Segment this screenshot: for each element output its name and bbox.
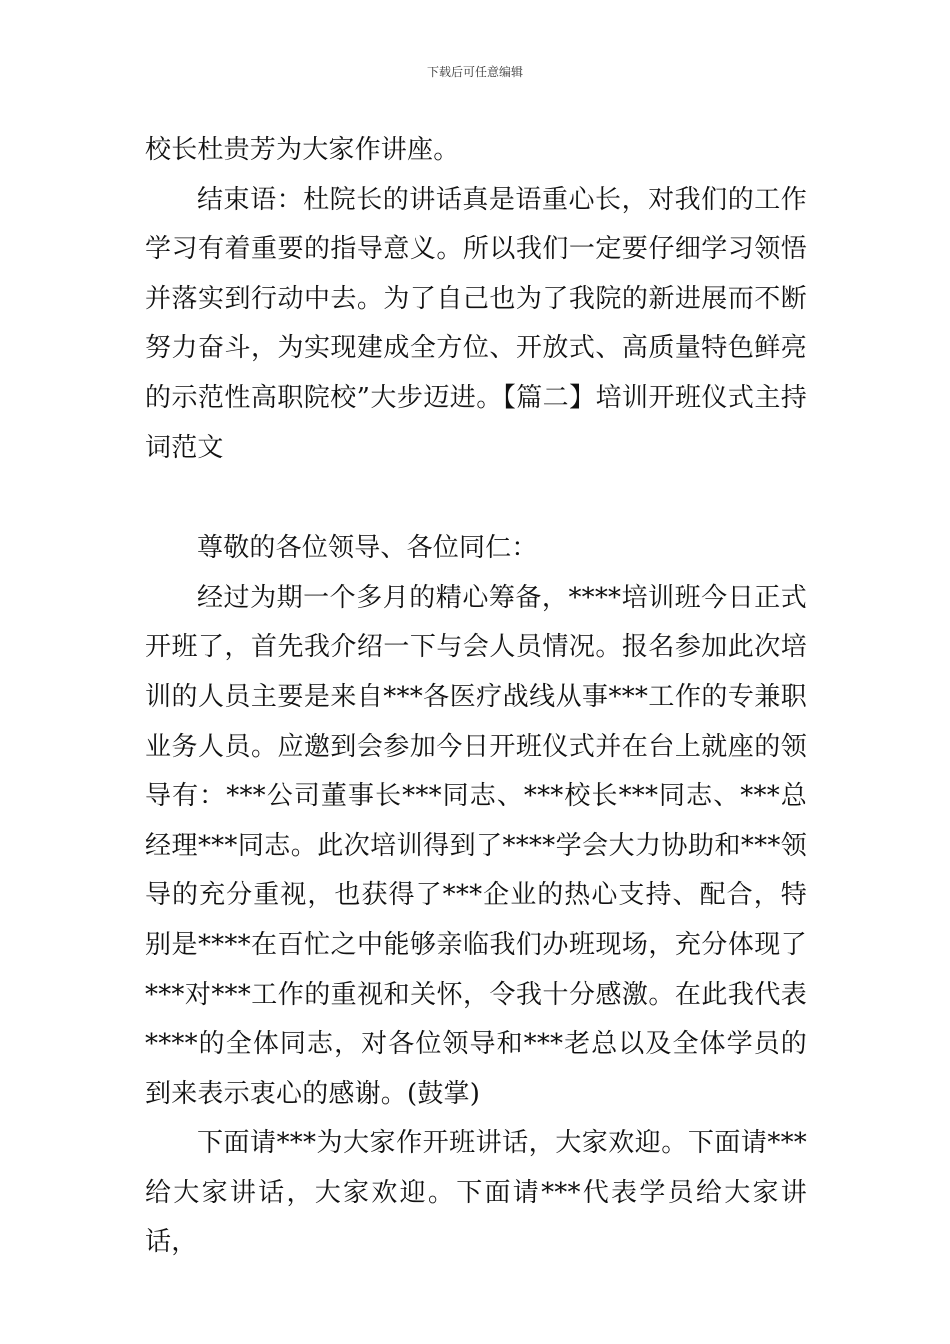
document-body: [145, 126, 807, 1268]
paragraph-closing-remarks: 结束语：杜院长的讲话真是语重心长，对我们的工作学习有着重要的指导意义。所以我们一定要仔细学习领悟并落实到行动中去。为了自己也为了我院的新进展而不断努力奋斗，为实现建成全方位、开放式、高质量特色鲜亮的示范性高职院校”大步迈进。【篇二】培训开班仪式主持词范文: [145, 184, 807, 463]
paragraph-introduction: 经过为期一个多月的精心筹备，****培训班今日正式开班了，首先我介绍一下与会人员情况。报名参加此次培训的人员主要是来自***各医疗战线从事***工作的专兼职业务人员。应邀到会参加今日开班仪式并在台上就座的领导有：***公司董事长***同志、***校长***同志、***总经理***同志。此次培训得到了****学会大力协助和***领导的充分重视，也获得了***企业的热心支持、配合，特别是****在百忙之中能够亲临我们办班现场，充分体现了***对***工作的重视和关怀，令我十分感激。在此我代表****的全体同志，对各位领导和***老总以及全体学员的到来表示衷心的感谢。(鼓掌): [145, 582, 807, 1109]
paragraph-speeches: 下面请***为大家作开班讲话，大家欢迎。下面请***给大家讲话，大家欢迎。下面请***代表学员给大家讲话，: [145, 1128, 807, 1258]
paragraph-gap: [145, 473, 807, 524]
page-header: 下载后可任意编辑: [426, 65, 523, 79]
paragraph-lecture-end: 校长杜贵芳为大家作讲座。: [145, 135, 460, 165]
paragraph-greeting: 尊敬的各位领导、各位同仁：: [197, 533, 538, 564]
